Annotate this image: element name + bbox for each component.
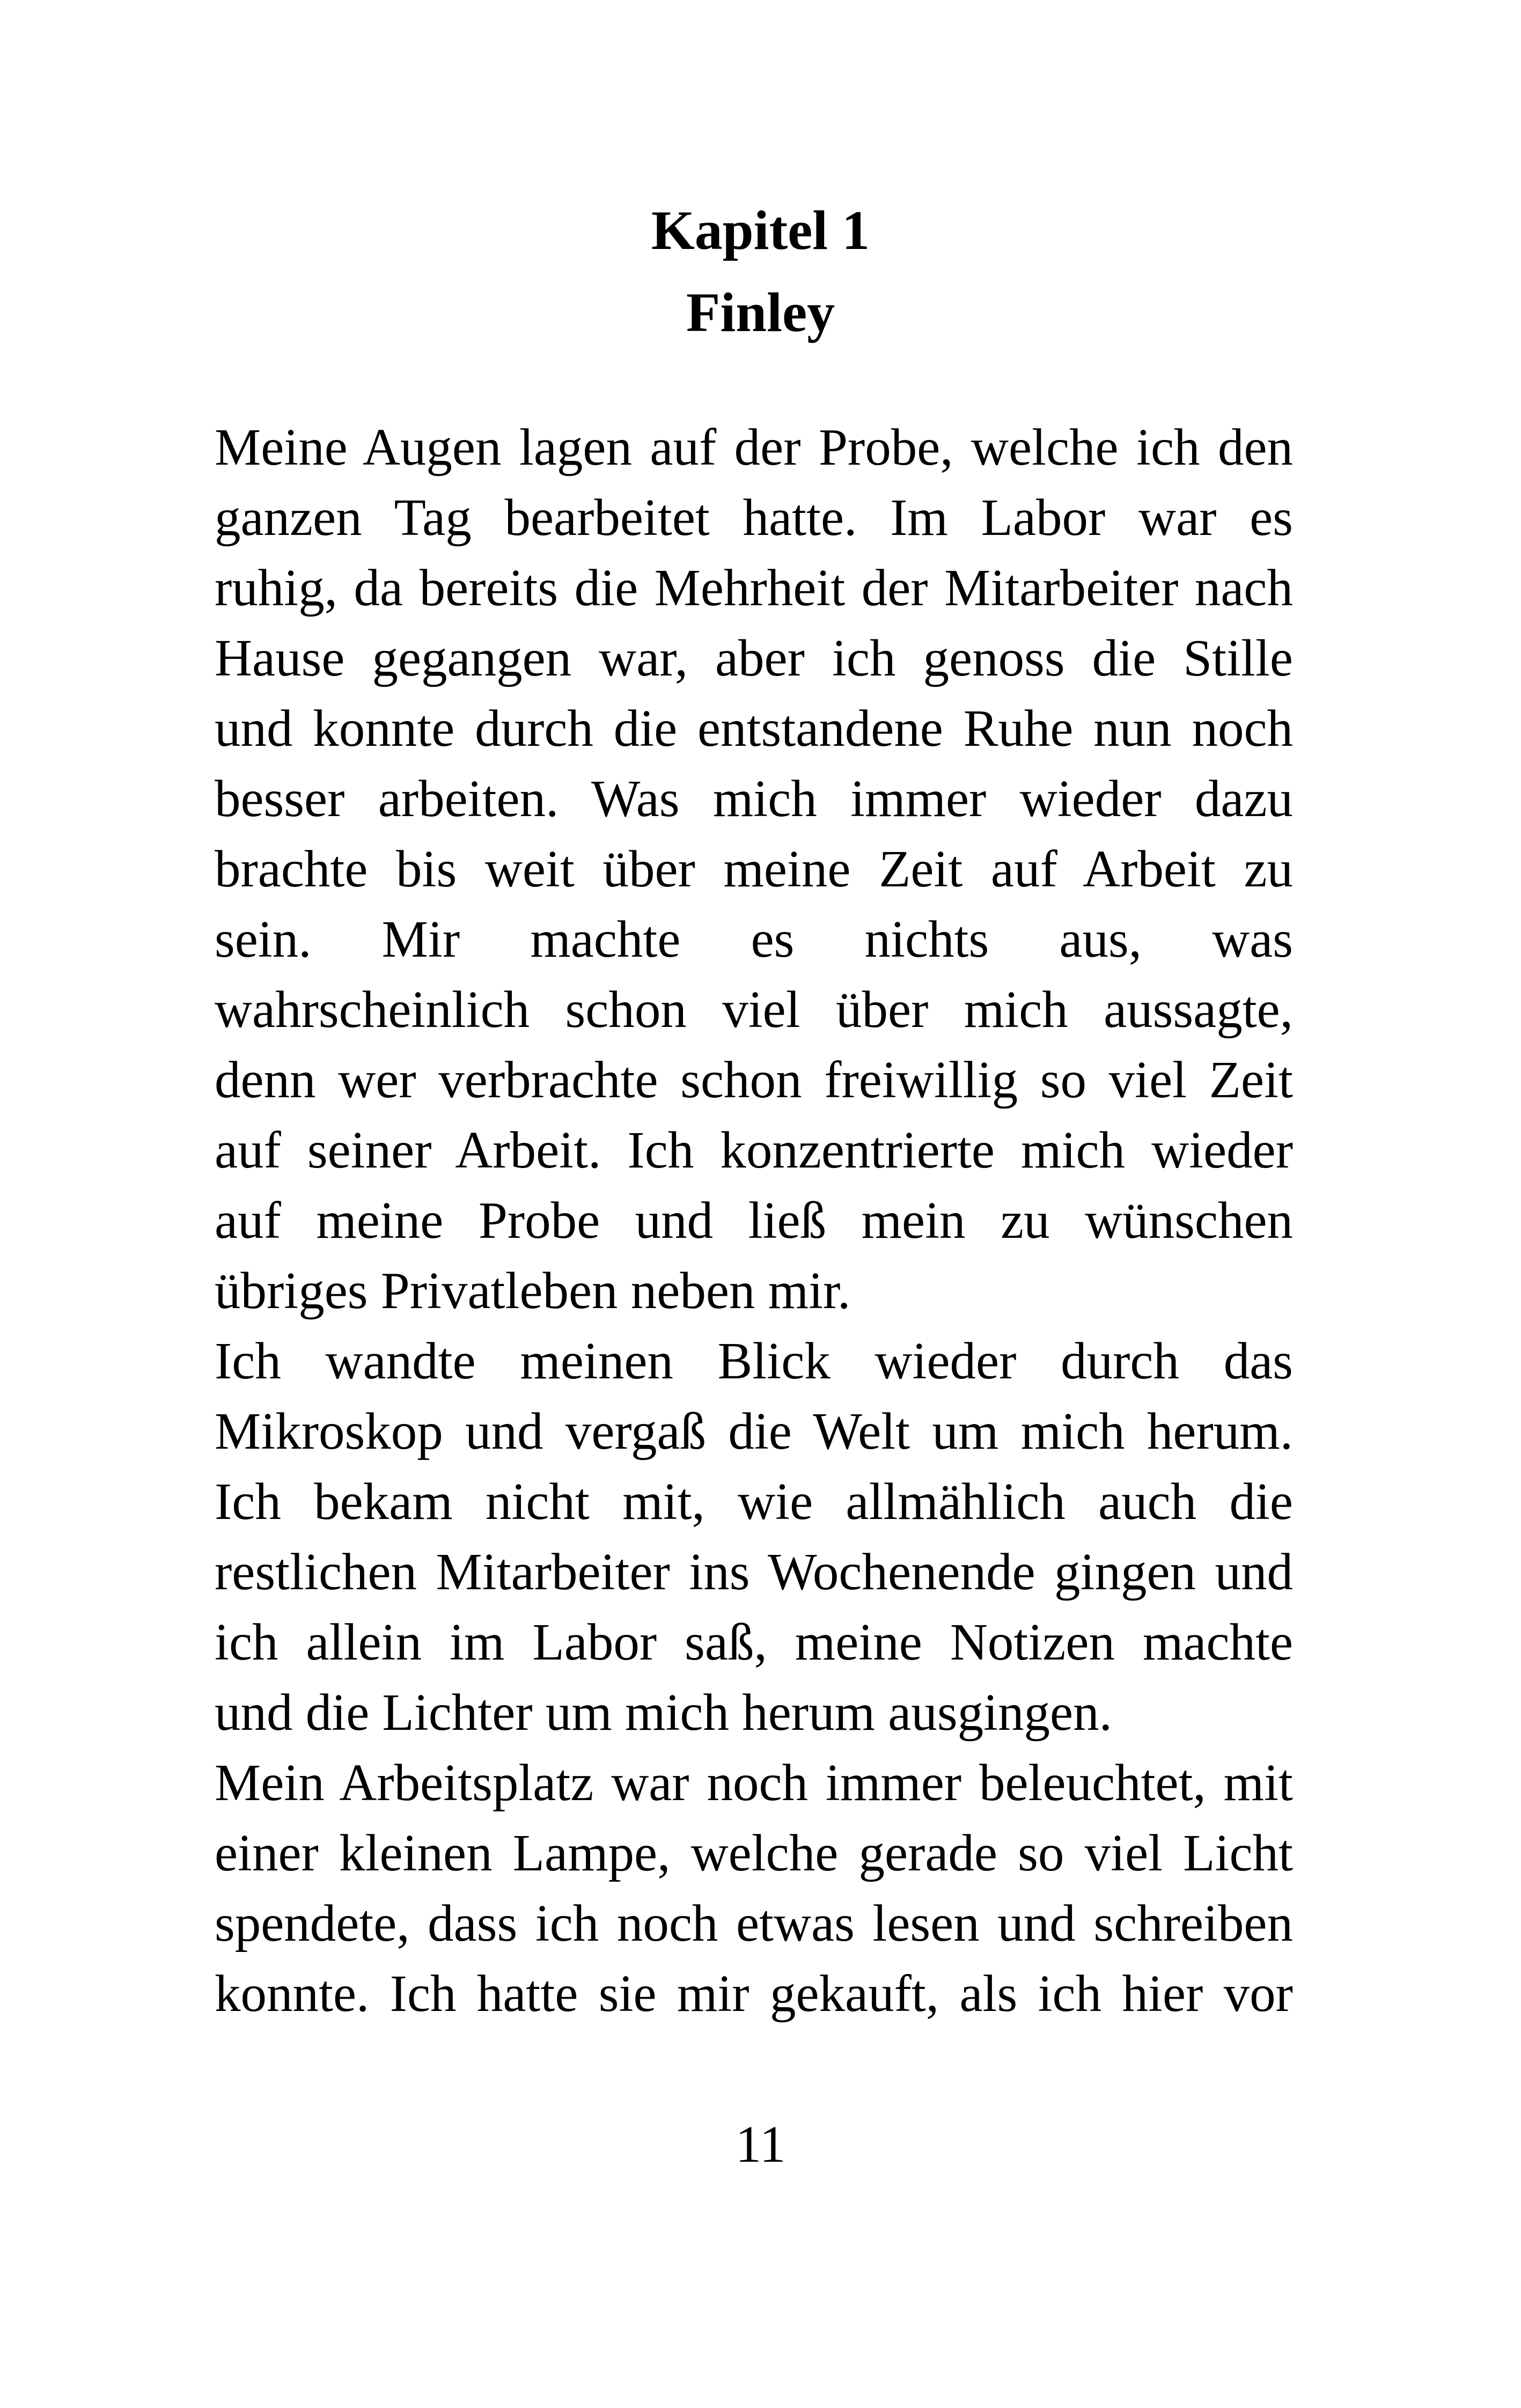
text-line: spendete, dass ich noch etwas lesen und schreiben	[215, 1895, 1293, 1952]
text-line: Mikroskop und vergaß die Welt um mich herum.	[215, 1403, 1293, 1460]
text-line: Ich bekam nicht mit, wie allmählich auch die	[215, 1473, 1293, 1530]
chapter-title: Finley	[686, 282, 835, 343]
text-line: brachte bis weit über meine Zeit auf Arbeit zu	[215, 840, 1293, 898]
text-line: übriges Privatleben neben mir.	[215, 1262, 851, 1319]
text-line: besser arbeiten. Was mich immer wieder dazu	[215, 770, 1293, 827]
text-line: sein. Mir machte es nichts aus, was	[215, 911, 1293, 968]
text-line: denn wer verbrachte schon freiwillig so viel Zeit	[215, 1051, 1293, 1108]
text-line: einer kleinen Lampe, welche gerade so viel Licht	[215, 1824, 1293, 1882]
text-line: ruhig, da bereits die Mehrheit der Mitarbeiter nach	[215, 559, 1293, 616]
text-line: ich allein im Labor saß, meine Notizen machte	[215, 1613, 1293, 1671]
page-number: 11	[735, 2116, 786, 2173]
text-line: ganzen Tag bearbeitet hatte. Im Labor war es	[215, 489, 1293, 546]
text-line: und die Lichter um mich herum ausgingen.	[215, 1684, 1112, 1741]
chapter-number: Kapitel 1	[651, 200, 870, 261]
paragraph	[215, 1326, 1293, 1748]
text-line: restlichen Mitarbeiter ins Wochenende gingen und	[215, 1543, 1293, 1601]
body-text	[215, 412, 1293, 2029]
text-line: Hause gegangen war, aber ich genoss die Stille	[215, 629, 1293, 687]
paragraph	[215, 1748, 1293, 2029]
text-line: Mein Arbeitsplatz war noch immer beleuchtet, mit	[215, 1754, 1293, 1811]
text-line: konnte. Ich hatte sie mir gekauft, als ich hier vor	[215, 1965, 1293, 2022]
text-line: und konnte durch die entstandene Ruhe nun noch	[215, 700, 1293, 757]
text-line: Ich wandte meinen Blick wieder durch das	[215, 1332, 1293, 1390]
text-line: auf meine Probe und ließ mein zu wünschen	[215, 1192, 1293, 1249]
text-line: wahrscheinlich schon viel über mich aussagte,	[215, 981, 1293, 1038]
paragraph	[215, 412, 1293, 1326]
text-line: auf seiner Arbeit. Ich konzentrierte mich wieder	[215, 1121, 1293, 1179]
text-line: Meine Augen lagen auf der Probe, welche ich den	[215, 419, 1293, 476]
